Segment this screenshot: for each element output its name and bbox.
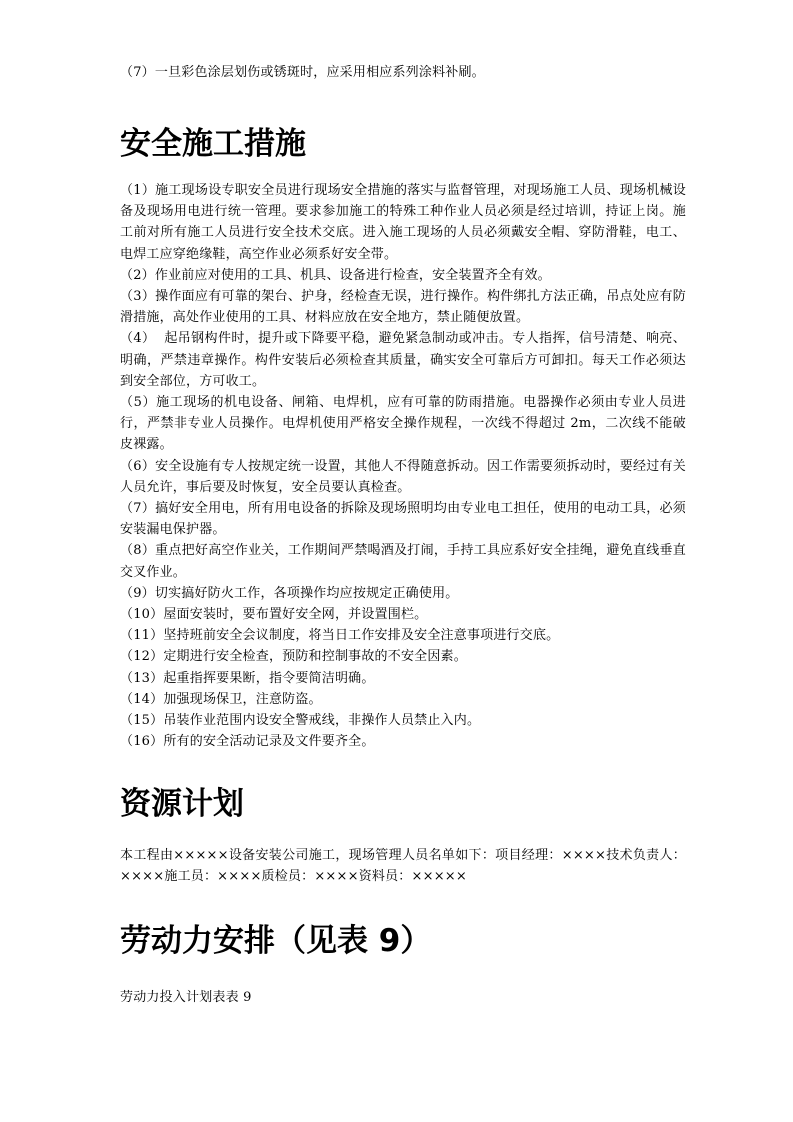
list-item: （7）搞好安全用电，所有用电设备的拆除及现场照明均由专业电工担任，使用的电动工具，必须安装漏电保护器。 — [120, 501, 686, 538]
list-item: （14）加强现场保卫，注意防盗。 — [120, 691, 322, 707]
list-item: （15）吊装作业范围内设安全警戒线，非操作人员禁止入内。 — [120, 713, 481, 729]
list-item: （13）起重指挥要果断，指令要简洁明确。 — [120, 670, 375, 686]
safety-list — [120, 180, 686, 752]
list-item: （2）作业前应对使用的工具、机具、设备进行检查，安全装置齐全有效。 — [120, 267, 551, 283]
resources-block — [120, 845, 686, 887]
list-item: （11）坚持班前安全会议制度，将当日工作安排及安全注意事项进行交底。 — [120, 628, 560, 644]
labor-heading-block — [120, 921, 686, 961]
top-item-block — [120, 62, 686, 83]
list-item: （7）一旦彩色涂层划伤或锈斑时，应采用相应系列涂料补刷。 — [120, 65, 485, 80]
list-item: （4） 起吊钢构件时，提升或下降要平稳，避免紧急制动或冲击。专人指挥，信号清楚、响亮、明确，严禁违章操作。构件安装后必须检查其质量，确实安全可靠后方可卸扣。每天工作必须达到安全部位，方可收工。 — [120, 331, 686, 389]
list-item: （3）操作面应有可靠的架台、护身，经检查无误，进行操作。构件绑扎方法正确，吊点处应有防滑措施，高处作业使用的工具、材料应放在安全地方，禁止随便放置。 — [120, 289, 686, 326]
resources-heading-block — [120, 784, 686, 824]
labor-caption-block — [120, 987, 686, 1008]
table-caption: 劳动力投入计划表表 9 — [120, 990, 252, 1005]
safety-heading-block — [120, 124, 686, 164]
section-heading-safety: 安全施工措施 — [120, 126, 306, 162]
section-heading-labor: 劳动力安排（见表 9） — [120, 923, 432, 959]
list-item: （5）施工现场的机电设备、闸箱、电焊机，应有可靠的防雨措施。电器操作必须由专业人员进行，严禁非专业人员操作。电焊机使用严格安全操作规程，一次线不得超过 2m，二次线不能破皮裸露。 — [120, 395, 686, 453]
list-item: （1）施工现场设专职安全员进行现场安全措施的落实与监督管理，对现场施工人员、现场机械设备及现场用电进行统一管理。要求参加施工的特殊工种作业人员必须是经过培训，持证上岗。施工前对所有施工人员进行安全技术交底。进入施工现场的人员必须戴安全帽、穿防滑鞋，电工、电焊工应穿绝缘鞋，高空作业必须系好安全带。 — [120, 183, 686, 262]
section-heading-resources: 资源计划 — [120, 786, 244, 822]
list-item: （9）切实搞好防火工作，各项操作均应按规定正确使用。 — [120, 585, 459, 601]
list-item: （6）安全设施有专人按规定统一设置，其他人不得随意拆动。因工作需要须拆动时，要经过有关人员允许，事后要及时恢复，安全员要认真检查。 — [120, 458, 686, 495]
list-item: （10）屋面安装时，要布置好安全网，并设置围栏。 — [120, 607, 428, 623]
resources-text: 本工程由×××××设备安装公司施工，现场管理人员名单如下：项目经理：××××技术负责人：××××施工员：××××质检员：××××资料员：××××× — [120, 848, 686, 885]
list-item: （12）定期进行安全检查，预防和控制事故的不安全因素。 — [120, 649, 467, 665]
list-item: （8）重点把好高空作业关，工作期间严禁喝酒及打闹，手持工具应系好安全挂绳，避免直线垂直交叉作业。 — [120, 543, 686, 580]
list-item: （16）所有的安全活动记录及文件要齐全。 — [120, 734, 375, 750]
